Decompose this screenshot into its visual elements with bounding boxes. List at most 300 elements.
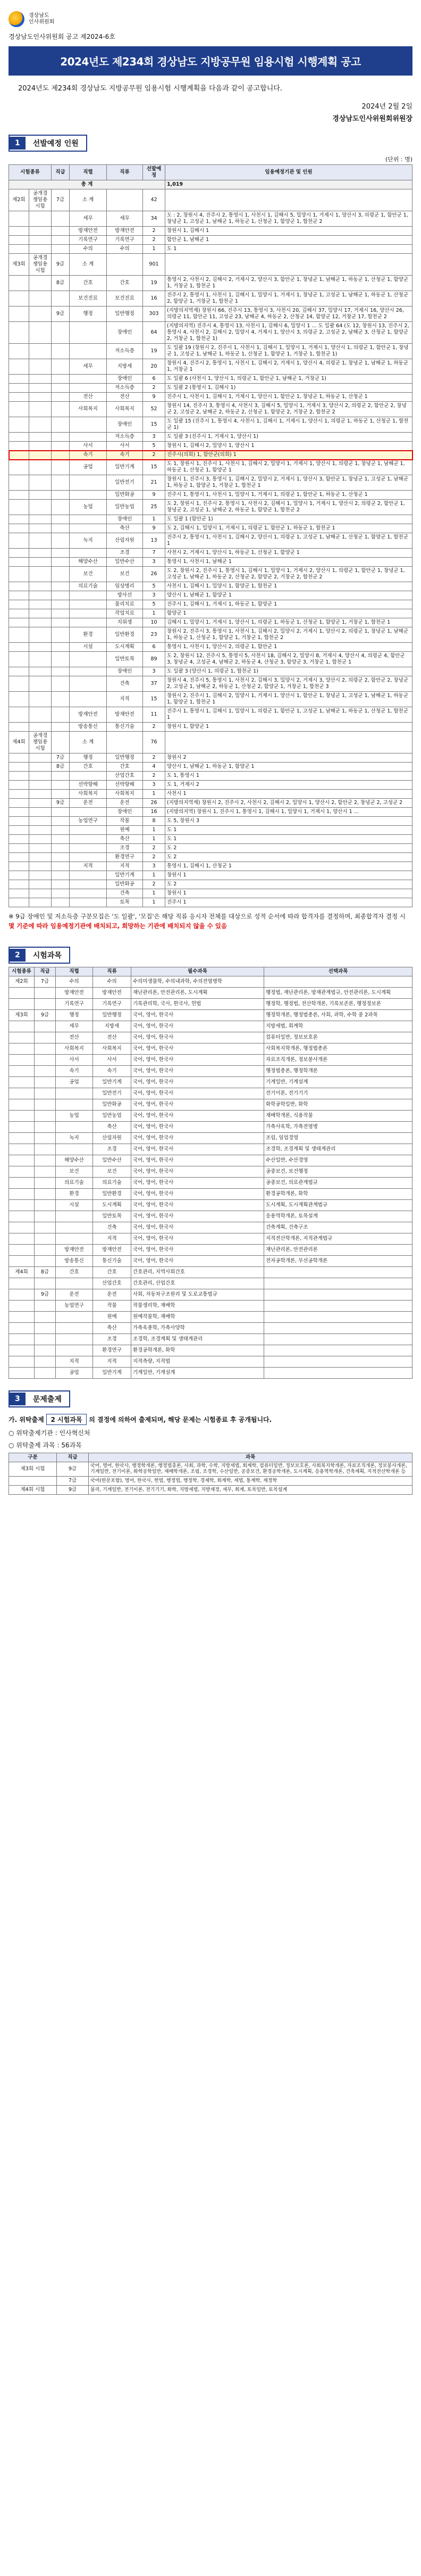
exam-type-cell — [29, 591, 52, 600]
subj-required-cell: 기계일반, 기계설계 — [131, 1368, 264, 1379]
count-cell: 11 — [143, 707, 165, 723]
exam-rank-cell: 9급 — [57, 1486, 89, 1495]
series-cell: 공업 — [70, 460, 107, 475]
total-value: 1,019 — [165, 180, 412, 189]
kind-cell: 간호 — [107, 276, 143, 291]
subj-elective-cell: 조경학, 조경계획 및 생태계관리 — [264, 1144, 412, 1155]
series-cell: 방송통신 — [70, 723, 107, 732]
subj-kind-cell: 일반토목 — [93, 1211, 131, 1222]
rank-cell — [52, 591, 70, 600]
selection-row — [9, 451, 412, 460]
subj-elective-cell — [264, 1289, 412, 1301]
subj-required-cell: 국어, 영어, 한국사 — [131, 1245, 264, 1256]
orgs-cell: 양산시 1, 남해군 1, 하동군 1, 함양군 1 — [165, 763, 412, 772]
kind-cell: 작물 — [107, 817, 143, 826]
series-cell: 소 계 — [70, 189, 107, 211]
exam-round-cell — [9, 880, 29, 889]
subj-type-cell — [9, 1166, 35, 1178]
rank-cell — [52, 643, 70, 652]
kind-cell — [107, 189, 143, 211]
selection-row — [9, 732, 412, 753]
subj-type-cell — [9, 1099, 35, 1111]
orgs-cell: 도 1, 통영시 1 — [165, 772, 412, 781]
kind-cell: 건축 — [107, 889, 143, 898]
subject-row — [9, 1267, 412, 1278]
exam-type-cell — [29, 227, 52, 236]
rank-cell — [52, 609, 70, 618]
exam-type-cell — [29, 500, 52, 515]
exam-subjects-cell: 국어, 영어, 한국사, 행정학개론, 행정법총론, 사회, 과학, 수학, 지방세법, 회계학, 컴퓨터일반, 정보보호론, 사회복지학개론, 자료조직개론, 정보봉사개론, 기계일반, 전기이론, 화학공학일반, 재배학개론, 조림, 조경학, 수산일반, 공중보건, 환경공학개론, 도시계획, 응용역학개론, 건축계획, 지적전산학개론 등 — [89, 1462, 412, 1477]
subj-col-series: 직렬 — [56, 967, 93, 976]
orgs-cell: 도 일괄 2 (통영시 1, 김해시 1) — [165, 384, 412, 393]
subj-kind-cell: 도시계획 — [93, 1200, 131, 1211]
subj-kind-cell: 원예 — [93, 1312, 131, 1323]
subj-elective-cell: 지방세법, 회계학 — [264, 1021, 412, 1032]
exam-type-cell — [29, 322, 52, 344]
exam-round-cell — [9, 276, 29, 291]
exam-round-cell — [9, 460, 29, 475]
count-cell: 5 — [143, 600, 165, 609]
rank-cell — [52, 582, 70, 591]
subj-series-cell — [56, 1211, 93, 1222]
subj-type-cell — [9, 999, 35, 1010]
exam-rank-cell: 7급 — [57, 1477, 89, 1486]
subj-elective-cell — [264, 1278, 412, 1289]
exam-rank-cell: 9급 — [57, 1462, 89, 1477]
exam-round-cell — [9, 236, 29, 245]
exam-type-cell — [29, 549, 52, 558]
subj-kind-cell: 축산 — [93, 1122, 131, 1133]
rank-cell — [52, 844, 70, 853]
orgs-cell: 도 1 — [165, 835, 412, 844]
orgs-cell: 사천시 1 — [165, 790, 412, 799]
issuer-name: 경상남도인사위원회위원장 — [332, 115, 412, 123]
subj-elective-cell: 지적전산학개론, 지적관계법규 — [264, 1233, 412, 1245]
subj-required-cell: 국어, 영어, 한국사 — [131, 1032, 264, 1043]
series-cell: 사서 — [70, 442, 107, 451]
kind-cell: 원예 — [107, 826, 143, 835]
rank-cell — [52, 880, 70, 889]
subj-type-cell — [9, 1233, 35, 1245]
exam-round-cell — [9, 582, 29, 591]
count-cell: 9 — [143, 393, 165, 402]
selection-row — [9, 826, 412, 835]
selection-row — [9, 189, 412, 211]
count-cell: 1 — [143, 889, 165, 898]
exam-round-cell — [9, 600, 29, 609]
exam-type-cell: 공개경쟁임용시험 — [29, 732, 52, 753]
series-cell — [70, 898, 107, 907]
subject-row — [9, 1256, 412, 1267]
exam-round-cell — [9, 227, 29, 236]
section1-header — [9, 135, 87, 152]
subj-type-cell — [9, 1077, 35, 1088]
exam-round-cell — [9, 817, 29, 826]
subj-rank-cell — [35, 1099, 56, 1111]
subj-kind-cell: 지적 — [93, 1356, 131, 1368]
subject-row — [9, 1099, 412, 1111]
count-cell: 1 — [143, 609, 165, 618]
kind-cell: 일반기계 — [107, 460, 143, 475]
rank-cell — [52, 451, 70, 460]
exam-round-cell — [9, 393, 29, 402]
notice-page — [9, 0, 412, 1495]
subj-kind-cell: 산업간호 — [93, 1278, 131, 1289]
orgs-cell: 창원시 1 — [165, 871, 412, 880]
exam-type-cell — [29, 898, 52, 907]
subj-elective-cell: 화학공학일반, 화학 — [264, 1099, 412, 1111]
kind-cell: 세무 — [107, 211, 143, 227]
exam-type-cell — [9, 1477, 57, 1486]
series-cell: 소 계 — [70, 732, 107, 753]
exam-type-cell — [29, 835, 52, 844]
subj-series-cell — [56, 1088, 93, 1099]
count-cell: 20 — [143, 359, 165, 375]
subj-rank-cell — [35, 1211, 56, 1222]
subj-type-cell — [9, 1312, 35, 1323]
orgs-cell: 진주시 1, 김해시 1, 거제시 1, 하동군 1, 함양군 1 — [165, 600, 412, 609]
subj-kind-cell: 일반환경 — [93, 1189, 131, 1200]
series-cell — [70, 889, 107, 898]
rank-cell — [52, 515, 70, 524]
subj-kind-cell: 전산 — [93, 1032, 131, 1043]
subj-series-cell — [56, 1278, 93, 1289]
exam-round-cell — [9, 500, 29, 515]
subj-rank-cell — [35, 1077, 56, 1088]
exam-type-cell — [29, 826, 52, 835]
subj-required-cell: 국어, 영어, 한국사 — [131, 1099, 264, 1111]
subj-type-cell — [9, 1222, 35, 1233]
subj-kind-cell: 축산 — [93, 1323, 131, 1334]
kind-cell: 장애인 — [107, 667, 143, 676]
exam-type-cell — [29, 862, 52, 871]
count-cell: 19 — [143, 344, 165, 359]
selection-row — [9, 384, 412, 393]
count-cell: 1 — [143, 826, 165, 835]
kind-cell: 물리치료 — [107, 600, 143, 609]
kind-cell: 도시계획 — [107, 643, 143, 652]
selection-row — [9, 491, 412, 500]
exam-round-cell — [9, 211, 29, 227]
subj-series-cell: 사서 — [56, 1055, 93, 1066]
exam-round-cell — [9, 359, 29, 375]
rank-cell — [52, 790, 70, 799]
exam-round-cell — [9, 549, 29, 558]
rank-cell — [52, 567, 70, 582]
exam-round-cell — [9, 889, 29, 898]
subj-rank-cell — [35, 1066, 56, 1077]
series-cell: 선박항해 — [70, 781, 107, 790]
exam-subject-row — [9, 1462, 412, 1477]
section3-header — [9, 1390, 70, 1407]
subj-kind-cell: 일반전기 — [93, 1088, 131, 1099]
subject-row — [9, 1200, 412, 1211]
subj-rank-cell — [35, 1301, 56, 1312]
subj-series-cell — [56, 1233, 93, 1245]
kind-cell: 사회복지 — [107, 790, 143, 799]
subj-series-cell: 방송통신 — [56, 1256, 93, 1267]
notice-title: 2024년도 제234회 경상남도 지방공무원 임용시험 시행계획 공고 — [9, 46, 412, 76]
subj-series-cell: 방재안전 — [56, 1245, 93, 1256]
exam-type-cell — [29, 627, 52, 643]
exam-round-cell — [9, 384, 29, 393]
count-cell: 15 — [143, 417, 165, 433]
subject-row — [9, 1356, 412, 1368]
rank-cell — [52, 524, 70, 533]
subj-required-cell: 국어, 영어, 한국사 — [131, 1133, 264, 1144]
subj-series-cell: 녹지 — [56, 1133, 93, 1144]
subj-kind-cell: 운전 — [93, 1289, 131, 1301]
selection-row — [9, 627, 412, 643]
subj-required-cell: 기록관리학, 국사, 한국사, 헌법 — [131, 999, 264, 1010]
selection-row — [9, 600, 412, 609]
orgs-cell: (지방의지역) 창원시 1, 진주시 1, 통영시 1, 김해시 1, 밀양시 1, 거제시 1, 양산시 1 ... — [165, 808, 412, 817]
count-cell: 1 — [143, 835, 165, 844]
subj-rank-cell — [35, 1144, 56, 1155]
subj-kind-cell: 건축 — [93, 1222, 131, 1233]
count-cell: 3 — [143, 433, 165, 442]
orgs-cell: 양산시 1, 남해군 1, 함양군 1 — [165, 591, 412, 600]
subj-required-cell: 간호관리, 지역사회간호 — [131, 1267, 264, 1278]
rank-cell: 9급 — [52, 254, 70, 276]
subj-series-cell: 시설 — [56, 1200, 93, 1211]
rank-cell — [52, 460, 70, 475]
section3-number: 3 — [10, 1393, 26, 1405]
series-cell: 보건진료 — [70, 291, 107, 307]
kind-cell: 일반수산 — [107, 558, 143, 567]
subj-type-cell — [9, 1043, 35, 1055]
col-kind: 직류 — [107, 165, 143, 180]
subj-rank-cell — [35, 988, 56, 999]
orgs-cell: 도 5, 창원시 3 — [165, 817, 412, 826]
orgs-cell: 도 1 — [165, 245, 412, 254]
exam-round-cell — [9, 591, 29, 600]
kind-cell: 사회복지 — [107, 402, 143, 417]
orgs-cell: 도 일괄 19 (창원시 2, 진주시 1, 사천시 1, 김해시 1, 밀양시 1, 거제시 1, 양산시 1, 의령군 1, 함안군 1, 창녕군 1, 고성군 1, 남해군 1, 하동군 1, 산청군 1, 함양군 1, 거창군 1, 합천군 1) — [165, 344, 412, 359]
kind-cell — [107, 254, 143, 276]
col-series: 직렬 — [70, 165, 107, 180]
orgs-cell — [165, 732, 412, 753]
subject-row — [9, 1111, 412, 1122]
subj-required-cell: 지적측량, 지적법 — [131, 1356, 264, 1368]
exam-round-cell — [9, 790, 29, 799]
selection-row — [9, 898, 412, 907]
exam-round-cell — [9, 853, 29, 862]
subj-elective-cell: 컴퓨터일반, 정보보호론 — [264, 1032, 412, 1043]
subj-elective-cell: 환경공학개론, 화학 — [264, 1189, 412, 1200]
exam-type-cell: 공개경쟁임용시험 — [29, 189, 52, 211]
subj-col-rank: 직급 — [35, 967, 56, 976]
exam-subjects-cell: 국어(한문포함), 영어, 한국사, 헌법, 행정법, 행정학, 경제학, 회계학, 세법, 통계학, 재정학 — [89, 1477, 412, 1486]
kind-cell: 환경연구 — [107, 853, 143, 862]
exam-type-cell — [29, 880, 52, 889]
exam-type-cell — [29, 276, 52, 291]
selection-row — [9, 880, 412, 889]
selection-row — [9, 291, 412, 307]
rank-cell — [52, 549, 70, 558]
rank-cell — [52, 533, 70, 549]
exam-round-cell — [9, 667, 29, 676]
exam-round-cell — [9, 245, 29, 254]
subj-type-cell — [9, 1155, 35, 1166]
section1-title: 선발예정 인원 — [32, 139, 79, 148]
exam-type-cell — [29, 402, 52, 417]
series-cell — [70, 652, 107, 667]
exam-round-cell — [9, 898, 29, 907]
exam-type-cell — [29, 344, 52, 359]
subj-series-cell: 해양수산 — [56, 1155, 93, 1166]
subj-elective-cell: 전자공학개론, 무선공학개론 — [264, 1256, 412, 1267]
subject-row — [9, 988, 412, 999]
subj-rank-cell — [35, 1368, 56, 1379]
subj-elective-cell — [264, 1345, 412, 1356]
subject-row — [9, 1032, 412, 1043]
selection-row — [9, 433, 412, 442]
count-cell: 25 — [143, 500, 165, 515]
rank-cell — [52, 491, 70, 500]
subj-series-cell: 공업 — [56, 1368, 93, 1379]
subj-required-cell: 국어, 영어, 한국사 — [131, 1166, 264, 1178]
exam-type-cell — [29, 567, 52, 582]
subj-elective-cell: 공중보건, 보건행정 — [264, 1166, 412, 1178]
series-cell — [70, 609, 107, 618]
selection-row — [9, 460, 412, 475]
subj-elective-cell — [264, 1334, 412, 1345]
exam-round-cell — [9, 442, 29, 451]
orgs-cell: 통영시 1, 김해시 1, 산청군 1 — [165, 862, 412, 871]
rank-cell — [52, 817, 70, 826]
orgs-cell: 도 1 — [165, 826, 412, 835]
series-cell — [70, 808, 107, 817]
kind-cell: 보건진료 — [107, 291, 143, 307]
orgs-cell: 도 2 — [165, 853, 412, 862]
selection-row — [9, 862, 412, 871]
orgs-cell: (지방의지역제) 창원시 2, 진주시 2, 사천시 2, 김해시 2, 밀양시 1, 양산시 2, 함안군 2, 창녕군 2, 고성군 2 — [165, 799, 412, 808]
count-cell: 16 — [143, 808, 165, 817]
subject-row — [9, 1133, 412, 1144]
series-cell: 행정 — [70, 753, 107, 763]
total-label: 총 계 — [9, 180, 165, 189]
exam-type-cell — [29, 451, 52, 460]
series-cell — [70, 853, 107, 862]
subj-required-cell: 국어, 영어, 한국사 — [131, 1010, 264, 1021]
subj-rank-cell — [35, 1166, 56, 1178]
subj-type-cell — [9, 1032, 35, 1043]
count-cell: 5 — [143, 582, 165, 591]
orgs-cell: (지방의지역제) 창원시 66, 진주시 13, 통영시 3, 사천시 20, 김해시 37, 밀양시 17, 거제시 16, 양산시 26, 의령군 11, 함안군 11, 고성군 23, 남해군 4, 하동군 2, 산청군 14, 함양군 12, 거창군 17, 합천군 2 — [165, 307, 412, 322]
series-cell — [70, 826, 107, 835]
kind-cell: 축산 — [107, 835, 143, 844]
kind-cell: 임상병리 — [107, 582, 143, 591]
exam-type-cell — [29, 799, 52, 808]
rank-cell — [52, 652, 70, 667]
subject-row — [9, 1345, 412, 1356]
rank-cell — [52, 826, 70, 835]
selection-row — [9, 723, 412, 732]
subject-row — [9, 1021, 412, 1032]
kind-cell: 선박항해 — [107, 781, 143, 790]
section3-sub1: ○ 위탁출제기관 : 인사혁신처 — [9, 1429, 90, 1437]
subj-required-cell: 국어, 영어, 한국사 — [131, 1211, 264, 1222]
subj-required-cell: 국어, 영어, 한국사 — [131, 1256, 264, 1267]
kind-cell: 건축 — [107, 676, 143, 692]
kind-cell: 저소득층 — [107, 384, 143, 393]
subj-type-cell — [9, 1055, 35, 1066]
subj-kind-cell: 조경 — [93, 1334, 131, 1345]
selection-row — [9, 808, 412, 817]
subj-elective-cell: 사회복지학개론, 행정법총론 — [264, 1043, 412, 1055]
kind-cell: 일반전기 — [107, 475, 143, 491]
subject-row — [9, 1323, 412, 1334]
exam-type-cell — [29, 853, 52, 862]
count-cell: 4 — [143, 763, 165, 772]
subj-kind-cell: 일반기계 — [93, 1077, 131, 1088]
unit-label: (단위 : 명) — [385, 156, 412, 163]
kind-cell: 장애인 — [107, 515, 143, 524]
subj-kind-cell: 일반행정 — [93, 1010, 131, 1021]
orgs-cell: 창원시 4, 진주시 5, 통영시 1, 사천시 2, 김해시 3, 밀양시 2, 거제시 3, 양산시 2, 의령군 2, 함안군 2, 창녕군 2, 고성군 1, 남해군 2, 하동군 1, 산청군 2, 함양군 1, 거창군 1, 합천군 3 — [165, 676, 412, 692]
subj-series-cell: 지적 — [56, 1356, 93, 1368]
exam-round-cell — [9, 772, 29, 781]
subj-type-cell — [9, 1278, 35, 1289]
selection-row — [9, 772, 412, 781]
selection-row — [9, 276, 412, 291]
orgs-cell: 진주시 2, 통영시 1, 사천시 1, 김해시 1, 밀양시 1, 거제시 1, 창녕군 1, 고성군 1, 남해군 1, 하동군 1, 산청군 2, 함양군 1, 거창군 1, 합천군 1 — [165, 291, 412, 307]
kind-cell: 일반화공 — [107, 880, 143, 889]
count-cell: 901 — [143, 254, 165, 276]
series-cell — [70, 524, 107, 533]
kind-cell: 토목 — [107, 898, 143, 907]
subj-elective-cell — [264, 976, 412, 988]
subj-kind-cell: 지방세 — [93, 1021, 131, 1032]
exam-type-cell — [29, 211, 52, 227]
subject-row — [9, 1312, 412, 1323]
subj-required-cell: 국어, 영어, 한국사 — [131, 1077, 264, 1088]
orgs-cell: 도 일괄 1 (함안군 1) — [165, 515, 412, 524]
subj-required-cell: 수의미생물학, 수의내과학, 수의전염병학 — [131, 976, 264, 988]
subj-rank-cell — [35, 1122, 56, 1133]
subj-kind-cell: 방재안전 — [93, 1245, 131, 1256]
exam-round-cell — [9, 643, 29, 652]
subject-row — [9, 1178, 412, 1189]
count-cell: 23 — [143, 627, 165, 643]
subj-series-cell — [56, 1144, 93, 1155]
orgs-cell: 도 2, 창원시 12, 진주시 5, 통영시 5, 사천시 18, 김해시 2, 밀양시 8, 거제시 4, 양산시 4, 의령군 4, 함안군 3, 창녕군 4, 고성군 4, 남해군 2, 하동군 4, 산청군 3, 함양군 3, 거창군 1, 합천군 1 — [165, 652, 412, 667]
count-cell: 1 — [143, 871, 165, 880]
subj-rank-cell — [35, 1312, 56, 1323]
subj-type-cell — [9, 1334, 35, 1345]
subject-row — [9, 1368, 412, 1379]
count-cell: 1 — [143, 790, 165, 799]
rank-cell — [52, 692, 70, 707]
subj-col-required: 필수과목 — [131, 967, 264, 976]
subj-elective-cell — [264, 1267, 412, 1278]
subj-rank-cell — [35, 1256, 56, 1267]
subj-type-cell — [9, 1301, 35, 1312]
kind-cell: 조경 — [107, 549, 143, 558]
orgs-cell: 진주시 1, 사천시 1, 김해시 1, 거제시 1, 양산시 1, 함안군 1, 창녕군 1, 하동군 1, 산청군 1 — [165, 393, 412, 402]
subj-type-cell: 제3회 — [9, 1010, 35, 1021]
subj-type-cell — [9, 1021, 35, 1032]
subj-required-cell: 국어, 영어, 한국사 — [131, 1222, 264, 1233]
kind-cell: 전산 — [107, 393, 143, 402]
subj-series-cell: 세무 — [56, 1021, 93, 1032]
subj-series-cell: 간호 — [56, 1267, 93, 1278]
subj-elective-cell: 수산일반, 수산경영 — [264, 1155, 412, 1166]
orgs-cell: 사천시 2, 거제시 1, 양산시 1, 하동군 1, 산청군 1, 함양군 1 — [165, 549, 412, 558]
orgs-cell: 창원시 2, 진주시 1, 김해시 2, 밀양시 1, 거제시 1, 양산시 1, 함안군 1, 창녕군 1, 고성군 1, 남해군 1, 하동군 1, 함양군 1, 합천군 1 — [165, 692, 412, 707]
subj-rank-cell — [35, 1155, 56, 1166]
